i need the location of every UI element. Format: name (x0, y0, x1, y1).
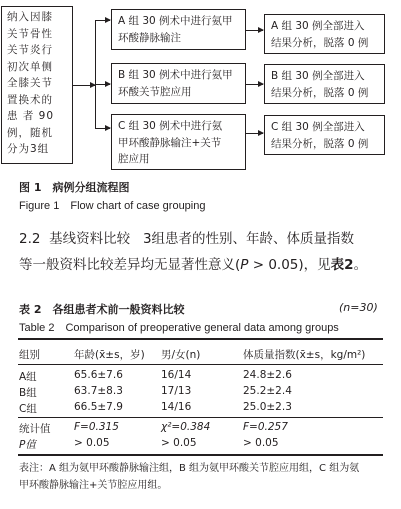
section-paragraph-line1 (19, 226, 354, 252)
flow-arrow (73, 85, 95, 86)
flow-box-result-a-line: 结果分析，脱落 0 例 (271, 36, 369, 49)
flow-arrow (95, 20, 110, 21)
flow-box-group-a-line: A 组 30 例术中进行氨甲 (118, 15, 233, 27)
table-cell: 统计值 (19, 423, 51, 435)
flow-box-inclusion-line: 初次单侧 (7, 60, 53, 73)
section-text: 等一般资料比较差异均无显著性意义( (19, 257, 241, 273)
table-n-label: (n=30) (339, 301, 378, 314)
table-header-sex: 男/女(n) (161, 349, 201, 361)
flow-box-result-b (264, 64, 385, 104)
table-cell: F=0.257 (243, 421, 288, 433)
table-cell: P值 (19, 439, 36, 451)
table-cell: χ²=0.384 (161, 421, 211, 433)
table-cell: C组 (19, 403, 37, 415)
table-reference-link[interactable]: 表2 (330, 257, 354, 273)
flow-box-group-b-line: 环酸关节腔应用 (118, 85, 192, 98)
table-cell: 24.8±2.6 (243, 369, 292, 381)
table-note-line2: 甲环酸静脉输注+关节腔应用组。 (19, 480, 168, 491)
flow-box-group-c-line: C 组 30 例术中进行氨 (118, 120, 223, 132)
table-cell: F=0.315 (74, 421, 119, 433)
table-cell: 25.0±2.3 (243, 401, 292, 413)
section-paragraph-line2 (19, 252, 367, 278)
flow-box-inclusion-line: 例，随机 (7, 126, 53, 139)
flow-box-result-b-line: 结果分析，脱落 0 例 (271, 86, 369, 99)
flow-box-inclusion (1, 6, 73, 164)
table-cell: 65.6±7.6 (74, 369, 123, 381)
flow-arrow (95, 84, 110, 85)
flow-box-inclusion-line: 关节骨性 (7, 27, 53, 40)
table-title-en: Table 2 Comparison of preoperative general data among groups (19, 322, 339, 334)
table-cell: 63.7±8.3 (74, 385, 123, 397)
flow-box-group-b (111, 63, 246, 104)
flow-box-result-c-line: 结果分析，脱落 0 例 (271, 137, 369, 150)
flow-box-inclusion-line: 纳入因膝 (7, 11, 53, 23)
table-cell: 25.2±2.4 (243, 385, 292, 397)
flow-box-inclusion-line: 置换术的 (7, 93, 53, 106)
flow-box-result-c-line: C 组 30 例全部进入 (271, 121, 365, 133)
table-cell: 17/13 (161, 385, 192, 397)
flow-box-group-a (111, 9, 246, 50)
section-heading: 基线资料比较 (49, 231, 131, 247)
flow-box-result-a (264, 14, 385, 54)
table-mid-rule (18, 417, 383, 418)
table-cell: 16/14 (161, 369, 192, 381)
table-bottom-rule (18, 454, 383, 456)
table-header-rule (18, 364, 383, 365)
p-symbol: P (240, 257, 249, 273)
table-cell: > 0.05 (161, 437, 197, 449)
table-header-age: 年龄(x̄±s，岁) (74, 349, 145, 361)
table-cell: > 0.05 (243, 437, 279, 449)
flow-trunk-line (95, 20, 96, 128)
flow-box-group-c-line: 腔应用 (118, 153, 150, 165)
table-header-group: 组别 (19, 349, 40, 361)
figure-caption-en: Figure 1 Flow chart of case grouping (19, 200, 206, 212)
table-top-rule (18, 338, 383, 340)
flow-box-inclusion-line: 全膝关节 (7, 77, 53, 89)
flow-box-group-a-line: 环酸静脉输注 (118, 31, 181, 44)
flow-box-result-b-line: B 组 30 例全部进入 (271, 70, 365, 82)
section-number: 2.2 (19, 231, 41, 247)
table-cell: A组 (19, 371, 37, 383)
flow-box-result-a-line: A 组 30 例全部进入 (271, 20, 365, 32)
flow-box-inclusion-line: 关节炎行 (7, 44, 53, 56)
figure-caption-cn: 图 1 病例分组流程图 (19, 181, 130, 194)
table-title-cn: 表 2 各组患者术前一般资料比较 (19, 303, 185, 316)
table-note-line1: 表注：A 组为氨甲环酸静脉输注组，B 组为氨甲环酸关节腔应用组，C 组为氨 (19, 463, 360, 474)
section-text: 。 (353, 257, 368, 273)
table-cell: B组 (19, 387, 37, 399)
section-text: > 0.05)，见 (248, 257, 331, 273)
table-header-bmi: 体质量指数(x̄±s，kg/m²) (243, 349, 366, 361)
table-cell: 66.5±7.9 (74, 401, 123, 413)
flow-box-group-c (111, 114, 246, 170)
section-text: 3组患者的性别、年龄、体质量指数 (142, 231, 355, 247)
flow-box-inclusion-line: 分为3组 (7, 143, 50, 155)
flow-arrow (246, 30, 263, 31)
flow-box-group-b-line: B 组 30 例术中进行氨甲 (118, 69, 233, 81)
flow-arrow (246, 133, 263, 134)
flow-box-inclusion-line: 患 者 90 (7, 110, 55, 122)
flow-arrow (95, 128, 110, 129)
flow-arrow (246, 84, 263, 85)
table-cell: 14/16 (161, 401, 192, 413)
table-cell: > 0.05 (74, 437, 110, 449)
flow-box-group-c-line: 甲环酸静脉输注+关节 (118, 136, 222, 149)
flow-box-result-c (264, 115, 385, 155)
